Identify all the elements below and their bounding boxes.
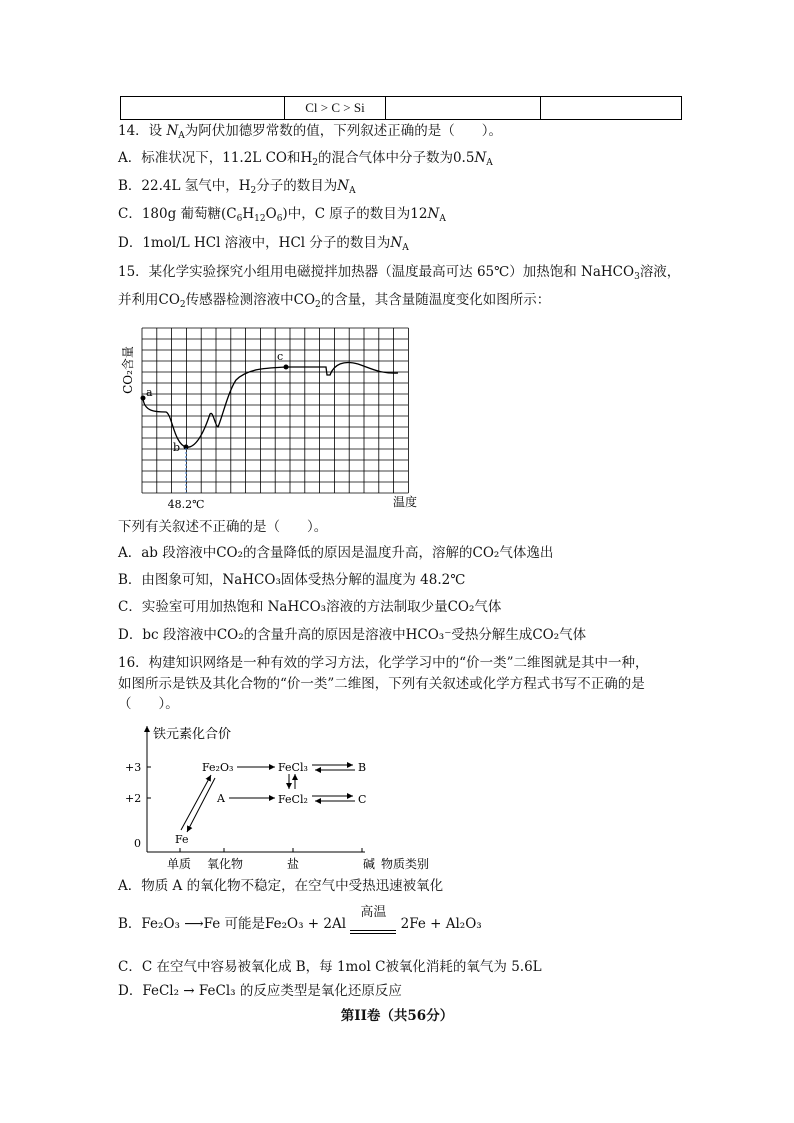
node-fe2o3: Fe₂O₃ <box>202 761 234 774</box>
diagram-y-label: 铁元素化合价 <box>153 727 232 742</box>
co2-temperature-chart <box>118 322 418 514</box>
chart-label-b: b <box>173 441 181 454</box>
q16-option-b: B．Fe₂O₃ ⟶Fe 可能是Fe₂O₃ + 2Al 高温 2Fe + Al₂O₃ <box>118 905 482 932</box>
diagram-tick-plus3: +3 <box>125 761 142 774</box>
node-a: A <box>217 792 225 805</box>
reaction-condition: 高温 <box>360 905 387 920</box>
q16-stem-line3: （ ）。 <box>118 696 179 712</box>
chart-point-c <box>284 365 289 370</box>
table-cell <box>121 97 285 120</box>
equals-sign <box>350 930 396 934</box>
q16-stem-line2: 如图所示是铁及其化合物的“价一类”二维图，下列有关叙述或化学方程式书写不正确的是 <box>118 676 645 692</box>
diagram-xtick-base: 碱 <box>363 857 376 871</box>
q15-option-c: C．实验室可用加热饱和 NaHCO₃溶液的方法制取少量CO₂气体 <box>118 599 502 615</box>
q15-stem-line1: 15．某化学实验探究小组用电磁搅拌加热器（温度最高可达 65℃）加热饱和 NaHCO$_3$溶液， <box>118 264 681 282</box>
diagram-x-label: 物质类别 <box>381 857 430 871</box>
q14-stem: 14．设 $N_A$为阿伏加德罗常数的值，下列叙述正确的是（ ）。 <box>118 123 503 141</box>
diagram-xtick-salt: 盐 <box>287 857 300 871</box>
node-fecl3: FeCl₃ <box>278 761 308 774</box>
node-fe: Fe <box>175 833 189 846</box>
node-b: B <box>358 761 367 774</box>
q15-option-b: B．由图象可知，NaHCO₃固体受热分解的温度为 48.2℃ <box>118 572 466 588</box>
q14-option-d: D．1mol/L HCl 溶液中，HCl 分子的数目为$N_A$ <box>118 235 409 253</box>
diagram-xtick-elemental: 单质 <box>167 857 192 871</box>
table-cell: Cl > C > Si <box>285 97 386 120</box>
chart-x-label: 温度 <box>392 495 418 509</box>
q16-stem-line1: 16．构建知识网络是一种有效的学习方法，化学学习中的“价一类”二维图就是其中一种， <box>118 655 649 671</box>
arrow-fe-fe2o3 <box>181 775 211 830</box>
node-c: C <box>358 793 367 806</box>
answer-table <box>120 96 682 120</box>
node-fecl2: FeCl₂ <box>278 793 308 806</box>
chart-y-label: CO₂含量 <box>121 346 135 394</box>
chart-label-c: c <box>277 350 284 363</box>
q16-option-c: C．C 在空气中容易被氧化成 B，每 1mol C被氧化消耗的氧气为 5.6L <box>118 959 542 975</box>
arrow-fe2o3-fe <box>187 778 215 832</box>
chart-point-a <box>141 396 146 401</box>
diagram-xtick-oxide: 氧化物 <box>207 857 244 871</box>
chart-label-a: a <box>146 386 153 399</box>
chart-x-marked-tick: 48.2℃ <box>167 498 205 511</box>
q14-option-b: B．22.4L 氢气中，$H_2$分子的数目为$N_A$ <box>118 178 356 196</box>
q14-option-c: C．180g 葡萄糖$(C_6H_{12}O_6)$中，C 原子的数目为$12N_A$ <box>118 206 446 224</box>
q16-option-a: A．物质 A 的氧化物不稳定，在空气中受热迅速被氧化 <box>118 878 444 894</box>
q14-option-a: A．标准状况下，11.2L CO和$H_2$的混合气体中分子数为$0.5N_A$ <box>118 150 493 168</box>
diagram-tick-zero: 0 <box>134 837 141 850</box>
table-cell <box>541 97 682 120</box>
q15-option-d: D．bc 段溶液中CO₂的含量升高的原因是溶液中HCO₃⁻受热分解生成CO₂气体 <box>118 627 587 643</box>
iron-valence-class-diagram <box>125 722 455 872</box>
q16-option-d: D．FeCl₂ → FeCl₃ 的反应类型是氧化还原反应 <box>118 983 402 999</box>
q15-stem-line2: 并利用$CO_2$传感器检测溶液中$CO_2$的含量，其含量随温度变化如图所示： <box>118 292 551 310</box>
table-cell <box>386 97 541 120</box>
diagram-tick-plus2: +2 <box>125 792 142 805</box>
q15-ask: 下列有关叙述不正确的是（ ）。 <box>118 519 328 535</box>
section-heading: 第II卷（共56分） <box>340 1008 454 1024</box>
q15-option-a: A．ab 段溶液中CO₂的含量降低的原因是温度升高，溶解的CO₂气体逸出 <box>118 545 554 561</box>
